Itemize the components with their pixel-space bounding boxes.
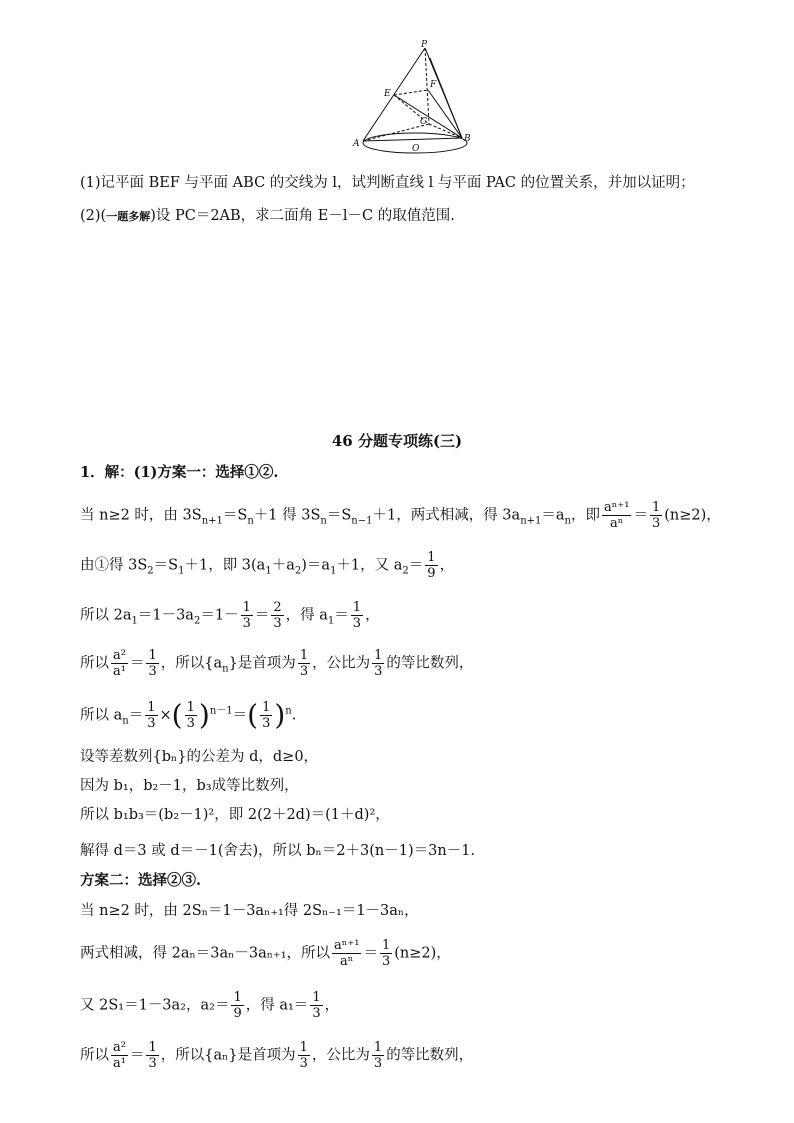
t: ＝ (334, 607, 349, 624)
t: 1 (330, 565, 337, 577)
t: n (320, 515, 327, 527)
solution-line-5 (80, 648, 473, 680)
t: 所以 a (80, 707, 123, 724)
t: (n≥2)， (394, 945, 451, 962)
paren: ( (247, 698, 259, 732)
label-o: O (412, 144, 420, 154)
t: 的等比数列， (386, 655, 474, 672)
solution-line-15 (80, 1040, 473, 1071)
solution-line-1: 1．解：(1)方案一：选择①②. (80, 464, 279, 481)
t: 1 (651, 500, 661, 515)
t: n (247, 515, 254, 527)
solution-line-6 (80, 700, 296, 732)
t: n (222, 663, 229, 675)
t: ＝ (633, 507, 648, 524)
t: ＝ (408, 557, 424, 574)
t: 1 (131, 615, 138, 627)
t: 1 (299, 1040, 308, 1055)
t: 1 (242, 600, 251, 615)
t: 3 (147, 716, 156, 731)
t: 1 (373, 1040, 383, 1055)
t: a² (113, 648, 126, 663)
t: 1 (327, 615, 335, 627)
fraction (380, 938, 392, 969)
t: 所以 (80, 1047, 109, 1064)
t: 3 (299, 664, 309, 679)
label-f: F (430, 80, 437, 90)
t: ，得 a₁＝ (245, 997, 309, 1014)
label-p: P (421, 40, 428, 50)
t: 3 (381, 954, 391, 969)
label-c: C (420, 117, 427, 127)
fraction (111, 648, 128, 679)
t: ＝S (153, 557, 179, 574)
solution-line-7: 设等差数列{bₙ}的公差为 d，d≥0， (80, 749, 319, 765)
t: 1 (299, 648, 309, 663)
question-1: (1)记平面 BEF 与平面 ABC 的交线为 l，试判断直线 l 与平面 PAC 的位置关系，并加以证明； (80, 175, 695, 191)
t: 2 (193, 615, 201, 627)
fraction (146, 1040, 158, 1071)
t: n+1 (201, 515, 223, 527)
edge-ab (363, 138, 462, 141)
t: 1 (427, 550, 436, 565)
t: 2 (147, 565, 154, 577)
t: ＝a (541, 507, 565, 524)
t: ＝1－ (200, 607, 239, 624)
t: 1 (148, 1040, 157, 1055)
fraction (372, 1040, 384, 1071)
solution-line-3 (80, 550, 454, 582)
fraction (298, 648, 310, 679)
solution-line-8: 因为 b₁，b₂－1，b₃成等比数列， (80, 778, 299, 794)
t: 9 (233, 1006, 242, 1021)
cone-figure (350, 38, 480, 158)
t: ＝ (363, 945, 378, 962)
question-2 (80, 205, 455, 228)
fraction (241, 600, 253, 631)
t: ＝S (222, 507, 248, 524)
t: ， (365, 607, 380, 624)
t: 3 (312, 1006, 321, 1021)
solution-line-14 (80, 990, 339, 1021)
t: 3 (262, 716, 271, 731)
t: 3 (273, 616, 282, 631)
t: 9 (427, 566, 436, 581)
t: aⁿ⁺¹ (334, 938, 360, 953)
t: )＝a (301, 557, 331, 574)
t: 2 (273, 600, 282, 615)
t: }是首项为 (228, 655, 296, 672)
t: ，所以{aₙ}是首项为 (160, 1047, 296, 1064)
label-a: A (353, 139, 360, 149)
t: 当 n≥2 时，由 3S (80, 507, 202, 524)
fraction (332, 938, 361, 969)
t: ＋1，即 3(a (184, 557, 266, 574)
t: 1 (352, 600, 362, 615)
t: ， (324, 997, 340, 1014)
solution-line-4 (80, 600, 380, 632)
t: 由①得 3S (80, 557, 148, 574)
t: ＝ (232, 707, 248, 724)
t: 1 (265, 565, 272, 577)
t: × (159, 707, 172, 724)
t: a² (113, 1040, 126, 1055)
solution-line-11: 方案二：选择②③. (80, 872, 202, 889)
t: 的等比数列， (386, 1047, 474, 1064)
solution-line-12: 当 n≥2 时，由 2Sₙ＝1－3aₙ₊₁得 2Sₙ₋₁＝1－3aₙ， (80, 903, 419, 919)
t: aⁿ⁺¹ (603, 500, 630, 515)
edge-ef (394, 90, 428, 95)
t: 3 (373, 1056, 383, 1071)
solution-line-9: 所以 b₁b₃＝(b₂－1)²，即 2(2＋2d)＝(1＋d)²， (80, 807, 390, 823)
t: ，即 (570, 507, 600, 524)
t: a¹ (113, 1056, 126, 1071)
t: ＋1，又 a (336, 557, 403, 574)
t: (n≥2)， (664, 507, 721, 524)
t: a¹ (113, 664, 126, 679)
t: 3 (148, 1056, 157, 1071)
t: n (285, 705, 292, 717)
t: ，公比为 (312, 655, 371, 672)
t: 3 (299, 1056, 308, 1071)
t: 1 (147, 700, 156, 715)
t: aⁿ (340, 954, 354, 969)
t: 所以 2a (80, 607, 132, 624)
t: ＝1－3a (137, 607, 194, 624)
t: n－1 (209, 705, 233, 717)
fraction (146, 648, 158, 679)
t: 3 (374, 664, 383, 679)
t: n−1 (351, 515, 373, 527)
t: ，得 a (285, 607, 328, 624)
t: 1 (178, 565, 185, 577)
solution-line-10: 解得 d＝3 或 d＝－1(舍去)，所以 bₙ＝2＋3(n－1)＝3n－1. (80, 843, 476, 859)
fraction (260, 700, 272, 731)
t: 又 2S₁＝1－3a₂，a₂＝ (80, 997, 230, 1014)
t: ，公比为 (311, 1047, 370, 1064)
t: ＝ (254, 607, 270, 624)
q2-prefix: (2)( (80, 208, 107, 224)
fraction (372, 648, 384, 679)
t: 1 (233, 990, 242, 1005)
t: ＋1，两式相减，得 3a (372, 507, 521, 524)
t: 1 (312, 990, 321, 1005)
t: 3 (148, 664, 157, 679)
t: 2 (294, 565, 302, 577)
t: ，所以{a (160, 655, 223, 672)
fraction (231, 990, 243, 1021)
fraction (145, 700, 157, 731)
solution-line-13 (80, 938, 451, 969)
fraction (351, 600, 363, 631)
fraction (310, 990, 322, 1021)
t: n+1 (520, 515, 542, 527)
fraction (602, 500, 631, 531)
label-e: E (384, 89, 391, 99)
t: ＝S (326, 507, 352, 524)
fraction (298, 1040, 310, 1071)
t: 1 (148, 648, 157, 663)
t: 3 (242, 616, 251, 631)
t: 3 (186, 716, 195, 731)
t: 3 (651, 516, 661, 531)
q2-suffix: )设 PC＝2AB，求二面角 E－l－C 的取值范围. (150, 208, 455, 224)
t: ＝ (128, 707, 144, 724)
fraction (185, 700, 197, 731)
t: 1 (381, 938, 391, 953)
t: ， (439, 557, 455, 574)
q2-tag: 一题多解 (106, 210, 151, 223)
t: ＝ (129, 655, 145, 672)
t: ＋1 得 3S (253, 507, 321, 524)
label-b: B (464, 134, 471, 144)
fraction (111, 1040, 128, 1071)
t: 1 (262, 700, 271, 715)
paren: ( (171, 698, 183, 732)
section-title: 46 分题专项练(三) (331, 432, 463, 450)
t: n (122, 715, 129, 727)
fraction (650, 500, 662, 531)
t: ＋a (271, 557, 295, 574)
t: aⁿ (610, 516, 624, 531)
edge-eb (394, 95, 462, 138)
t: 3 (352, 616, 362, 631)
t: . (291, 707, 297, 724)
t: 所以 (80, 655, 109, 672)
paren: ) (274, 698, 286, 732)
solution-line-2 (80, 500, 721, 532)
fraction (271, 600, 283, 631)
t: ＝ (129, 1047, 145, 1064)
edge-pc (425, 48, 429, 124)
t: n (564, 515, 571, 527)
paren: ) (198, 698, 210, 732)
t: 1 (374, 648, 383, 663)
t: 1 (186, 700, 195, 715)
fraction (425, 550, 437, 581)
t: 2 (402, 565, 409, 577)
t: 两式相减，得 2aₙ＝3aₙ－3aₙ₊₁，所以 (80, 945, 331, 962)
